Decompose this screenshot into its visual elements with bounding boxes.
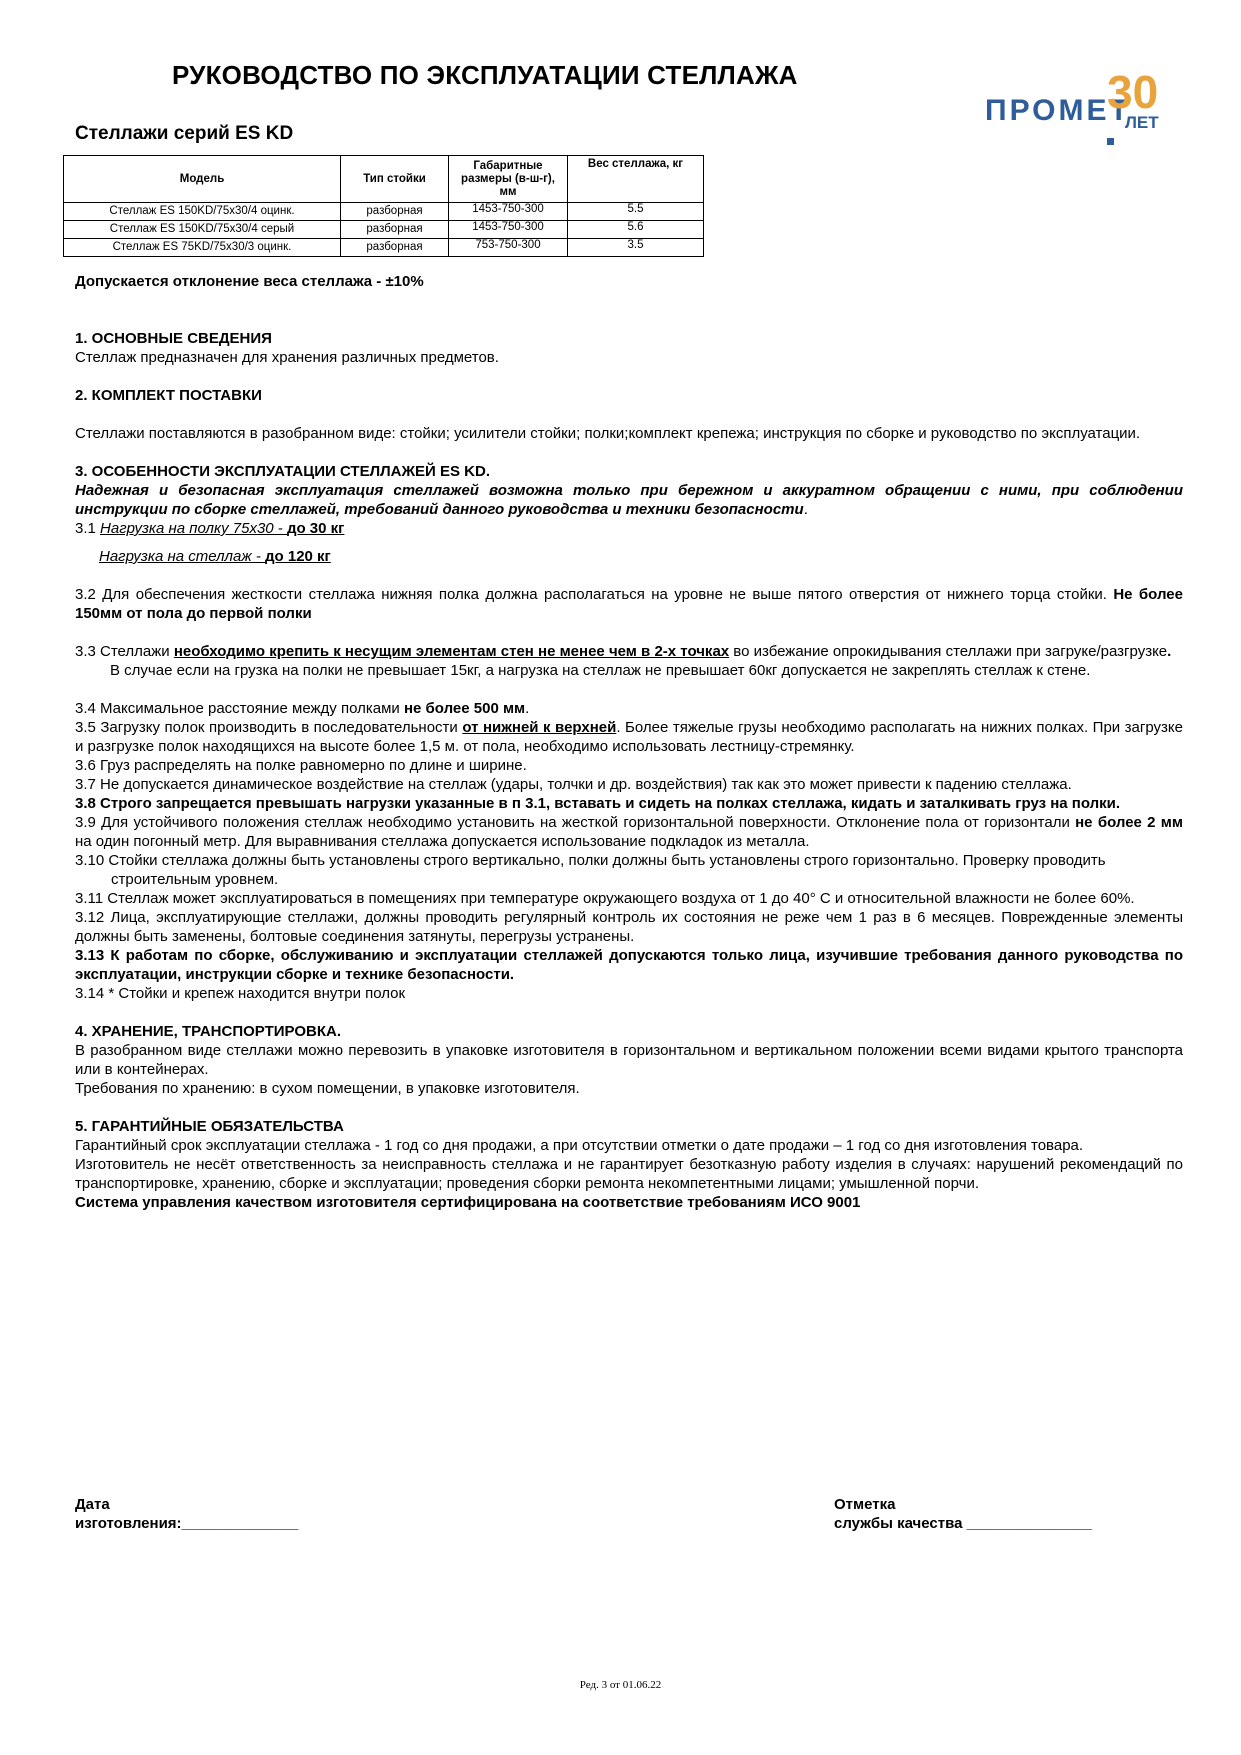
section-4-storage: Требования по хранению: в сухом помещении, в упаковке изготовителя. [75, 1080, 580, 1097]
cell-weight: 3.5 [568, 239, 704, 257]
quality-control-label: Отметка [834, 1496, 896, 1513]
table-row [64, 239, 704, 257]
company-logo [985, 60, 1180, 155]
cell-weight: 5.6 [568, 221, 704, 239]
item-3-5-b: от нижней к верхней [462, 719, 617, 736]
item-3-9-a: 3.9 Для устойчивого положения стеллаж необходимо установить на жесткой горизонтальной поверхности. Отклонение пола от горизонтали [75, 814, 1076, 831]
cell-upright-type: разборная [341, 221, 449, 239]
logo-anniversary-number: 30 [1107, 66, 1159, 118]
item-3-9 [75, 813, 1183, 851]
item-3-2-bold: Не более 150мм от пола до первой полки [75, 586, 1183, 622]
item-3-10: 3.10 Стойки стеллажа должны быть установлены строго вертикально, полки должны быть установлены строго горизонтально. Проверку проводить строительным уровнем. [75, 852, 1106, 888]
section-2-heading: 2. КОМПЛЕКТ ПОСТАВКИ [75, 387, 262, 404]
cell-dimensions: 753-750-300 [449, 239, 568, 257]
cell-weight: 5.5 [568, 203, 704, 221]
header-upright-type: Тип стойки [341, 156, 449, 203]
header-model: Модель [64, 156, 341, 203]
section-3-intro [75, 481, 1183, 519]
item-3-4-b: не более 500 мм [403, 700, 526, 717]
item-3-1-value: до 30 кг [286, 520, 345, 537]
item-3-2 [75, 585, 1183, 623]
manufacture-date-line: изготовления:______________ [75, 1515, 299, 1532]
specifications-table [63, 155, 704, 257]
item-3-1-shelf-load [75, 519, 1183, 538]
table-header-row [64, 156, 704, 203]
item-3-6: 3.6 Груз распределять на полке равномерно по длине и ширине. [75, 757, 527, 774]
item-3-1b-value: до 120 кг [265, 548, 331, 565]
item-3-2-text: 3.2 Для обеспечения жесткости стеллажа нижняя полка должна располагаться на уровне не выше пятого отверстия от нижнего торца стойки. [75, 586, 1114, 603]
cell-model: Стеллаж ES 150KD/75x30/4 оцинк. [64, 203, 341, 221]
logo-square-mark [1107, 138, 1114, 145]
section-3-intro-text: Надежная и безопасная эксплуатация стеллажей возможна только при бережном и аккуратном обращении с ними, при соблюдении инструкции по сборке стеллажей, требований данного руководства и техники безопасности [75, 482, 1183, 518]
item-3-3-c: во избежание опрокидывания стеллажи при загруке/разгрузке [729, 643, 1168, 660]
item-3-5 [75, 718, 1183, 756]
item-3-13: 3.13 К работам по сборке, обслуживанию и эксплуатации стеллажей допускаются только лица, изучившие требования данного руководства по эксплуатации, инструкции сборке и технике безопасности. [75, 947, 1183, 983]
section-1-text: Стеллаж предназначен для хранения различных предметов. [75, 349, 499, 366]
item-3-1-number: 3.1 [75, 520, 101, 537]
item-3-5-c: . Более тяжелые грузы необходимо располагать на нижних полках. При загрузке и разгрузке полок находящихся на высоте более 1,5 м. от пола, необходимо использовать лестницу-стремянку. [75, 719, 1183, 755]
section-5-iso-note: Система управления качеством изготовителя сертифицирована на соответствие требованиям ИСО 9001 [75, 1194, 861, 1211]
item-3-1-rack-load [75, 547, 1183, 566]
item-3-8: 3.8 Строго запрещается превышать нагрузки указанные в п 3.1, вставать и сидеть на полках стеллажа, кидать и заталкивать груз на полки. [75, 795, 1121, 812]
cell-upright-type: разборная [341, 239, 449, 257]
section-3-heading: 3. ОСОБЕННОСТИ ЭКСПЛУАТАЦИИ СТЕЛЛАЖЕЙ ES KD. [75, 463, 490, 480]
item-3-9-c: на один погонный метр. Для выравнивания стеллажа допускается использование подкладок из металла. [75, 833, 810, 850]
section-4-text: В разобранном виде стеллажи можно перевозить в упаковке изготовителя в горизонтальном и вертикальном положении всеми видами крытого транспорта или в контейнерах. [75, 1042, 1183, 1078]
header-weight: Вес стеллажа, кг [568, 156, 704, 203]
item-3-1-label: Нагрузка на полку 75х30 - [100, 520, 287, 537]
series-subtitle: Стеллажи серий ES KD [75, 123, 294, 144]
logo-wordmark: ПРОМЕТ [985, 94, 1131, 127]
section-2-text: Стеллажи поставляются в разобранном виде: стойки; усилители стойки; полки;комплект крепежа; инструкция по сборке и руководство по эксплуатации. [75, 425, 1141, 442]
quality-control-line: службы качества _______________ [834, 1515, 1092, 1532]
cell-model: Стеллаж ES 150KD/75x30/4 серый [64, 221, 341, 239]
item-3-4-a: 3.4 Максимальное расстояние между полками [75, 700, 404, 717]
section-1-heading: 1. ОСНОВНЫЕ СВЕДЕНИЯ [75, 330, 272, 347]
table-row [64, 203, 704, 221]
section-5-heading: 5. ГАРАНТИЙНЫЕ ОБЯЗАТЕЛЬСТВА [75, 1118, 344, 1135]
section-5-exclusions: Изготовитель не несёт ответственность за неисправность стеллажа и не гарантирует безотказную работу изделия в случаях: нарушений рекомендаций по транспортировке, хранению, сборке и эксплуатации; проведения сборки ремонта некомпетентными лицами; умышленной порчи. [75, 1156, 1183, 1192]
manufacture-date-label: Дата [75, 1496, 110, 1513]
weight-tolerance-note: Допускается отклонение веса стеллажа - ±10% [75, 273, 424, 290]
item-3-3-b: необходимо крепить к несущим элементам стен не менее чем в 2-х точках [173, 643, 730, 660]
item-3-3-exception: В случае если на грузка на полки не превышает 15кг, а нагрузка на стеллаж не превышает 60кг допускается не закреплять стеллаж к стене. [110, 662, 1091, 679]
revision-footer: Ред. 3 от 01.06.22 [579, 1679, 662, 1691]
cell-upright-type: разборная [341, 203, 449, 221]
section-4-heading: 4. ХРАНЕНИЕ, ТРАНСПОРТИРОВКА. [75, 1023, 342, 1040]
header-dimensions: Габаритные размеры (в-ш-г), мм [449, 156, 568, 203]
section-3-intro-period: . [803, 501, 808, 518]
item-3-4 [75, 699, 1183, 718]
item-3-7: 3.7 Не допускается динамическое воздействие на стеллаж (удары, толчки и др. воздействия) так как это может привести к падению стеллажа. [75, 776, 1072, 793]
document-body [75, 272, 1183, 1212]
page-title: РУКОВОДСТВО ПО ЭКСПЛУАТАЦИИ СТЕЛЛАЖА [172, 60, 798, 90]
cell-model: Стеллаж ES 75KD/75x30/3 оцинк. [64, 239, 341, 257]
item-3-4-c: . [525, 700, 530, 717]
item-3-5-a: 3.5 Загрузку полок производить в последовательности [75, 719, 463, 736]
item-3-1b-label: Нагрузка на стеллаж - [99, 548, 265, 565]
manufacture-date-field [75, 1495, 298, 1533]
logo-graphic [985, 60, 1180, 155]
item-3-11: 3.11 Стеллаж может эксплуатироваться в помещениях при температуре окружающего воздуха от 1 до 40° С и относительной влажности не более 60%. [75, 890, 1135, 907]
item-3-9-b: не более 2 мм [1075, 814, 1183, 831]
quality-control-field [834, 1495, 1092, 1533]
item-3-3 [75, 642, 1183, 661]
item-3-14: 3.14 * Стойки и крепеж находится внутри полок [75, 985, 406, 1002]
cell-dimensions: 1453-750-300 [449, 203, 568, 221]
item-3-3-d: . [1167, 643, 1172, 660]
item-3-12: 3.12 Лица, эксплуатирующие стеллажи, должны проводить регулярный контроль их состояния не реже чем 1 раз в 6 месяцев. Поврежденные элементы должны быть заменены, болтовые соединения затянуты, перегрузы устранены. [75, 909, 1183, 945]
section-5-warranty-term: Гарантийный срок эксплуатации стеллажа - 1 год со дня продажи, а при отсутствии отметки о дате продажи – 1 год со дня изготовления товара. [75, 1137, 1084, 1154]
cell-dimensions: 1453-750-300 [449, 221, 568, 239]
item-3-3-a: 3.3 Стеллажи [75, 643, 174, 660]
logo-anniversary-suffix: ЛЕТ [1125, 113, 1159, 132]
table-row [64, 221, 704, 239]
